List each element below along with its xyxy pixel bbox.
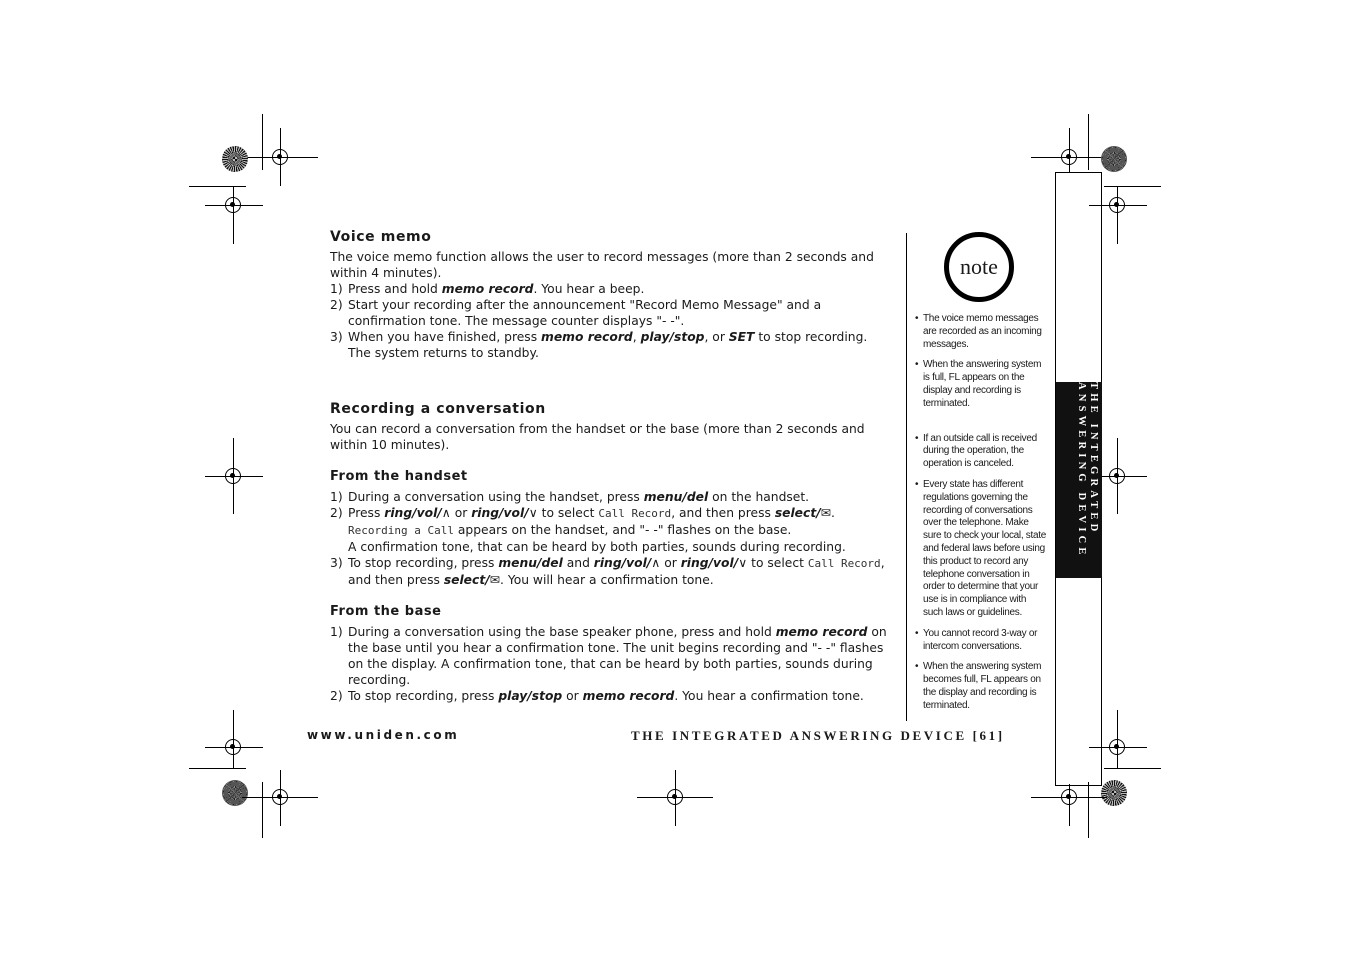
base-step-2: 2) To stop recording, press play/stop or memo record. You hear a confirmation tone. (330, 689, 864, 703)
note-item: • The voice memo messages are recorded as an incoming messages. (915, 313, 1042, 350)
envelope-icon: ✉ (489, 573, 500, 587)
memo-record-key: memo record (441, 282, 534, 296)
up-arrow-icon: ∧ (651, 556, 661, 570)
section-tab-line2: ANSWERING DEVICE (1076, 382, 1087, 559)
note-badge-label: note (960, 254, 998, 279)
note-item: • When the answering system is full, FL appears on the display and recording is terminated. (915, 359, 1042, 409)
footer-url: www.uniden.com (307, 728, 460, 742)
note-item: • When the answering system becomes full, FL appears on the display and recording is terminated. (915, 661, 1042, 711)
down-arrow-icon: ∨ (738, 556, 748, 570)
section-tab-line1: THE INTEGRATED (1088, 382, 1099, 536)
voice-memo-step-2: 2) Start your recording after the announcement "Record Memo Message" and a confirmation tone. The message counter displays "- -". (330, 298, 822, 328)
side-notes (915, 313, 1047, 721)
down-arrow-icon: ∨ (528, 506, 538, 520)
voice-memo-step-1: 1) Press and hold memo record. You hear a beep. (330, 282, 645, 296)
envelope-icon: ✉ (820, 506, 831, 520)
recording-heading: Recording a conversation (330, 401, 546, 417)
base-step-1: 1) During a conversation using the base speaker phone, press and hold memo record on the base until you hear a confirmation tone. The unit begins recording and "- -" flashes on the display. A confirmation tone, that can be heard by both parties, sounds during recording. (330, 625, 887, 687)
note-badge (944, 232, 1014, 302)
note-item: • Every state has different regulations governing the recording of conversations over the telephone. Make sure to check your local, state and federal laws before using this product to record any telephone conversation in order to determine that your use is in compliance with such laws or guidelines. (915, 478, 1046, 618)
section-tab-label (1057, 382, 1101, 578)
base-heading: From the base (330, 604, 442, 619)
column-divider (906, 233, 907, 721)
handset-step-3: 3) To stop recording, press menu/del and ring/vol/∧ or ring/vol/∨ to select Call Record, and then press select/✉. You will hear a confirmation tone. (330, 556, 885, 587)
voice-memo-intro: The voice memo function allows the user to record messages (more than 2 seconds and within 4 minutes). (330, 250, 874, 280)
voice-memo-heading: Voice memo (330, 229, 432, 245)
main-content (330, 229, 896, 704)
note-item: • You cannot record 3-way or intercom conversations. (915, 627, 1038, 652)
handset-step-2: 2) Press ring/vol/∧ or ring/vol/∨ to select Call Record, and then press select/✉. Recording a Call appears on the handset, and "- -" flashes on the base. A confirmation tone, that can be heard by both parties, sounds during recording. (330, 506, 846, 554)
recording-intro: You can record a conversation from the handset or the base (more than 2 seconds and within 10 minutes). (330, 422, 865, 452)
handset-step-1: 1) During a conversation using the handset, press menu/del on the handset. (330, 490, 810, 504)
handset-heading: From the handset (330, 469, 468, 484)
lcd-call-record: Call Record (598, 507, 672, 520)
voice-memo-step-3: 3) When you have finished, press memo record, play/stop, or SET to stop recording. The system returns to standby. (330, 330, 868, 360)
up-arrow-icon: ∧ (441, 506, 451, 520)
footer-page-label: THE INTEGRATED ANSWERING DEVICE [61] (631, 728, 1005, 743)
note-item: • If an outside call is received during the operation, the operation is canceled. (915, 432, 1037, 470)
lcd-recording-a-call: Recording a Call (348, 524, 454, 537)
